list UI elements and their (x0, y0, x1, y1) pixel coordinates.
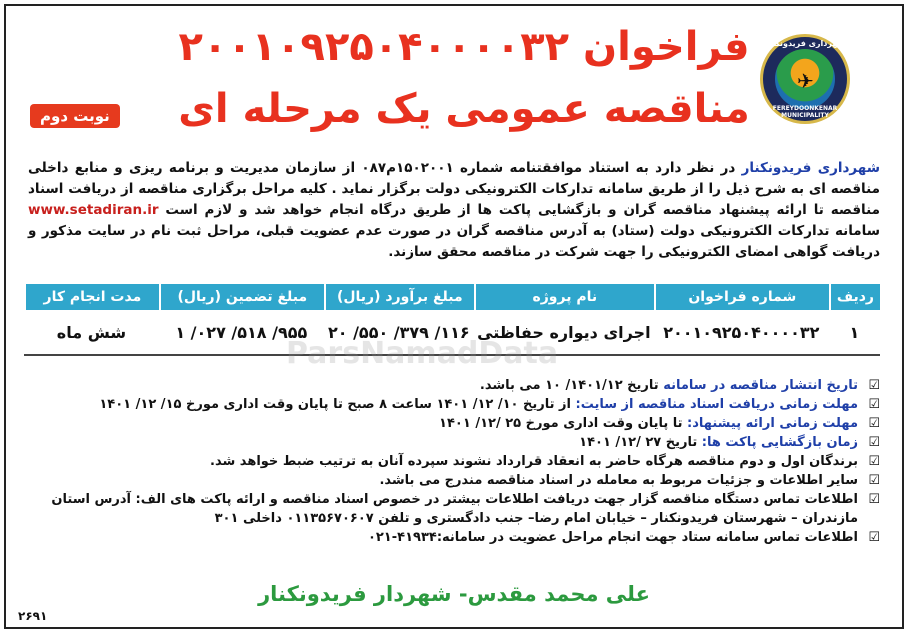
round-badge: نوبت دوم (30, 104, 120, 128)
setad-label: اطلاعات تماس سامانه ستاد جهت انجام مراحل عضویت در سامانه: (436, 530, 858, 545)
intro-paragraph (28, 158, 880, 263)
list-item (28, 471, 880, 490)
list-item (28, 395, 880, 414)
cell-project-name: اجرای دیواره حفاظتی (474, 310, 654, 356)
contact-label: اطلاعات تماس دستگاه مناقصه گزار جهت دریافت اطلاعات بیشتر در خصوص اسناد مناقصه و ارائه پاکت های الف: (135, 492, 858, 507)
list-item (28, 528, 880, 547)
tender-type-title: مناقصه عمومی یک مرحله ای (178, 86, 750, 132)
eagle-emblem-icon: ✈ (797, 69, 814, 93)
list-item (28, 452, 880, 471)
header (6, 6, 902, 156)
publish-value: تاریخ ۱۴۰۱/۱۲/ ۱۰ می باشد. (479, 378, 664, 393)
logo-text-bottom: FEREYDOONKENAR MUNICIPALITY (772, 105, 838, 119)
list-item (28, 490, 880, 528)
cell-tender-number: ۲۰۰۱۰۹۲۵۰۴۰۰۰۰۳۲ (654, 310, 829, 356)
checkbox-icon: ☑ (868, 454, 880, 469)
cell-row-number: ۱ (829, 310, 880, 356)
municipality-logo (760, 34, 850, 124)
header-tender-number: شماره فراخوان (654, 284, 829, 310)
header-duration: مدت انجام کار (24, 284, 159, 310)
checkbox-icon: ☑ (868, 397, 880, 412)
header-estimate: مبلغ برآورد (ریال) (324, 284, 474, 310)
intro-text-2: سامانه تدارکات الکترونیکی دولت (ستاد) به آدرس مناقصه گران در صورت عدم عضویت قبلی، مراحل ثبت نام در سایت مذکور و دریافت گواهی امضای الکترونیکی را جهت شرکت در مناقصه محقق سازند. (28, 223, 880, 260)
tender-number-title: فراخوان ۲۰۰۱۰۹۲۵۰۴۰۰۰۰۳۲ (178, 24, 750, 70)
list-item (28, 376, 880, 395)
setad-value: ۴۱۹۳۴-۰۲۱ (367, 530, 437, 545)
checkbox-icon: ☑ (868, 492, 880, 507)
checkbox-icon: ☑ (868, 416, 880, 431)
docs-label: مهلت زمانی دریافت اسناد مناقصه از سایت: (575, 397, 858, 412)
docs-value: از تاریخ ۱۰/ ۱۲/ ۱۴۰۱ ساعت ۸ صبح تا پایان وقت اداری مورخ ۱۵/ ۱۲/ ۱۴۰۱ (99, 397, 576, 412)
list-item (28, 414, 880, 433)
logo-text-top: شهرداری فریدونکنار (764, 39, 846, 48)
checkbox-icon: ☑ (868, 530, 880, 545)
checkbox-icon: ☑ (868, 473, 880, 488)
intro-text-1: در نظر دارد به استناد موافقتنامه شماره ۱۵۰۲۰۰۱م۰۸۷ از سازمان مدیریت و برنامه ریزی و منابع داخلی مناقصه ای به شرح ذیل را از طریق سامانه تدارکات الکترونیکی دولت برگزار نماید . کلیه مراحل برگزاری مناقصه از دریافت اسناد مناقصه تا ارائه پیشنهاد مناقصه گران و بازگشایی پاکت ها از طریق درگاه انجام خواهد شد و لازم است (28, 160, 880, 218)
contact-value: آدرس استان مازندران – شهرستان فریدونکنار – خیابان امام رضا– جنب دادگستری و تلفن ۰۱۱۳۵۶۷۰۶۰۷ داخلی ۳۰۱ (51, 492, 858, 526)
ad-code: ۲۶۹۱ (18, 609, 48, 623)
list-item (28, 433, 880, 452)
watermark: ParsNamadData (286, 336, 559, 371)
publish-label: تاریخ انتشار مناقصه در سامانه (663, 378, 858, 393)
tender-notice (4, 4, 904, 629)
cell-estimate: ۱۱۶/ ۳۷۹/ ۵۵۰/ ۲۰ (324, 310, 474, 356)
winners-text: برندگان اول و دوم مناقصه هرگاه حاضر به انعقاد قرارداد نشوند سپرده آنان به ترتیب ضبط خواهد شد. (210, 454, 858, 469)
info-list (28, 376, 880, 547)
cell-guarantee: ۹۵۵/ ۵۱۸/ ۰۲۷/ ۱ (159, 310, 324, 356)
other-text: سایر اطلاعات و جزئیات مربوط به معامله در اسناد مناقصه مندرج می باشد. (379, 473, 858, 488)
header-row-number: ردیف (829, 284, 880, 310)
signature: علی محمد مقدس- شهردار فریدونکنار (258, 582, 650, 606)
opening-label: زمان بازگشایی پاکت ها: (701, 435, 858, 450)
table-header-row (24, 284, 880, 310)
organization-name: شهرداری فریدونکنار (741, 160, 880, 176)
opening-value: تاریخ ۲۷ /۱۲/ ۱۴۰۱ (579, 435, 702, 450)
offer-label: مهلت زمانی ارائه پیشنهاد: (687, 416, 858, 431)
header-guarantee: مبلغ تضمین (ریال) (159, 284, 324, 310)
cell-duration: شش ماه (24, 310, 159, 356)
checkbox-icon: ☑ (868, 378, 880, 393)
setad-url-link[interactable]: www.setadiran.ir (28, 202, 159, 218)
header-project-name: نام پروژه (474, 284, 654, 310)
offer-value: تا پایان وقت اداری مورخ ۲۵ /۱۲/ ۱۴۰۱ (439, 416, 688, 431)
checkbox-icon: ☑ (868, 435, 880, 450)
